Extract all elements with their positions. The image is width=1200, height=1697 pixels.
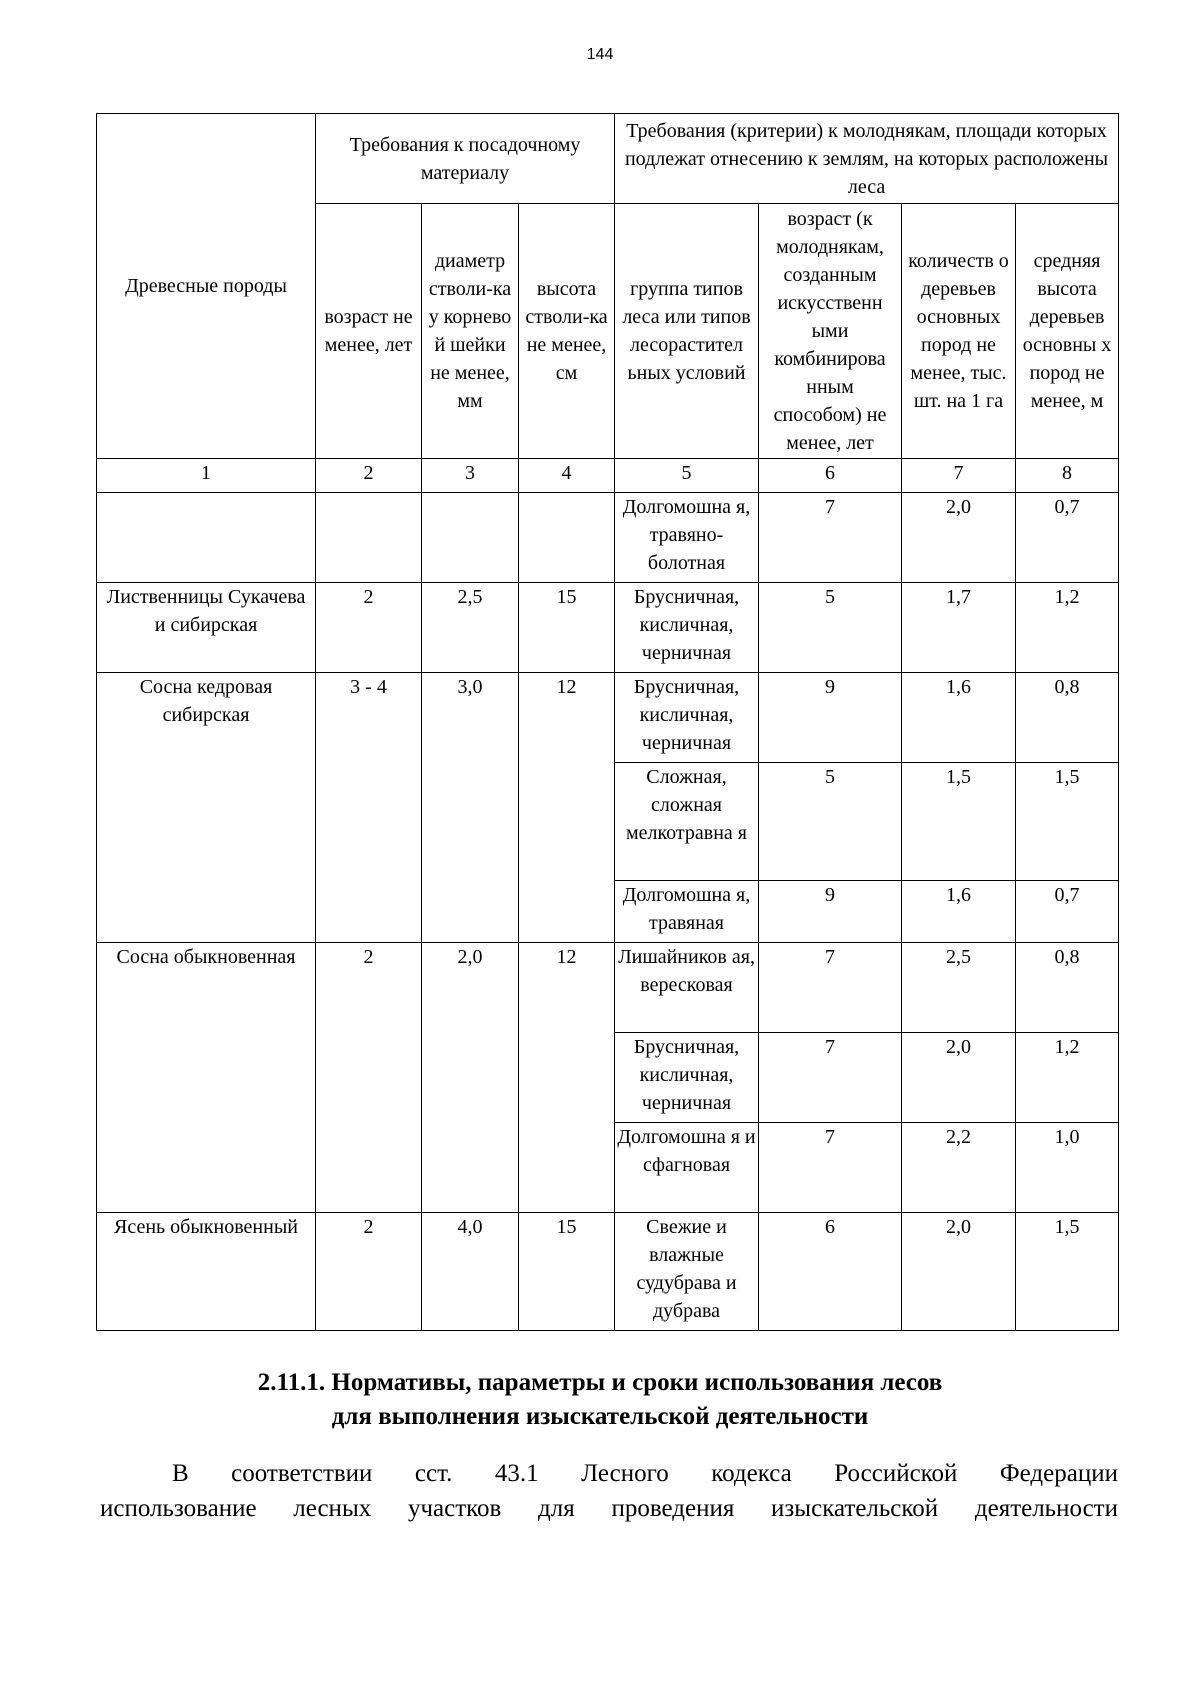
- tree-count-cell: 1,6: [902, 881, 1016, 943]
- forest-type-cell: Брусничная, кисличная, черничная: [615, 583, 759, 673]
- diameter-cell: 2,0: [422, 943, 519, 1213]
- age-cell: 3 - 4: [316, 673, 422, 943]
- col-number-cell: 3: [422, 459, 519, 493]
- species-cell: Сосна обыкновенная: [97, 943, 316, 1213]
- avg-height-cell: 1,5: [1016, 763, 1119, 881]
- header-age: возраст не менее, лет: [316, 204, 422, 459]
- tree-count-cell: 2,0: [902, 493, 1016, 583]
- young-age-cell: 7: [759, 1033, 902, 1123]
- col-number-cell: 1: [97, 459, 316, 493]
- page-number: 144: [586, 46, 614, 63]
- avg-height-cell: 0,8: [1016, 673, 1119, 763]
- section-heading: [0, 1366, 1200, 1434]
- diameter-cell: [422, 493, 519, 583]
- tree-count-cell: 1,7: [902, 583, 1016, 673]
- body-paragraph: [100, 1456, 1118, 1526]
- age-cell: [316, 493, 422, 583]
- forest-type-cell: Долгомошна я, травяная: [615, 881, 759, 943]
- young-age-cell: 5: [759, 763, 902, 881]
- header-planting-material: Требования к посадочному материалу: [316, 114, 615, 204]
- height-cell: 15: [519, 583, 615, 673]
- young-age-cell: 9: [759, 673, 902, 763]
- avg-height-cell: 0,7: [1016, 493, 1119, 583]
- forest-type-cell: Долгомошна я, травяно-болотная: [615, 493, 759, 583]
- young-age-cell: 7: [759, 943, 902, 1033]
- table-row: [97, 673, 1119, 763]
- height-cell: 15: [519, 1213, 615, 1331]
- avg-height-cell: 1,5: [1016, 1213, 1119, 1331]
- section-heading-line-2: для выполнения изыскательской деятельности: [331, 1403, 869, 1430]
- tree-count-cell: 1,5: [902, 763, 1016, 881]
- avg-height-cell: 0,7: [1016, 881, 1119, 943]
- tree-count-cell: 2,2: [902, 1123, 1016, 1213]
- header-diameter: диаметр стволи-ка у корнево й шейки не менее, мм: [422, 204, 519, 459]
- col-number-cell: 2: [316, 459, 422, 493]
- height-cell: [519, 493, 615, 583]
- avg-height-cell: 1,2: [1016, 1033, 1119, 1123]
- tree-count-cell: 2,0: [902, 1033, 1016, 1123]
- species-cell: [97, 493, 316, 583]
- column-number-row: [97, 459, 1119, 493]
- table-row: [97, 943, 1119, 1033]
- forest-requirements-table: [96, 113, 1119, 1331]
- young-age-cell: 6: [759, 1213, 902, 1331]
- forest-type-cell: Сложная, сложная мелкотравна я: [615, 763, 759, 881]
- header-avg-height: средняя высота деревьев основны х пород не менее, м: [1016, 204, 1119, 459]
- header-height: высота стволи-ка не менее, см: [519, 204, 615, 459]
- age-cell: 2: [316, 1213, 422, 1331]
- header-species: Древесные породы: [97, 114, 316, 459]
- tree-count-cell: 1,6: [902, 673, 1016, 763]
- table-row: [97, 493, 1119, 583]
- tree-count-cell: 2,5: [902, 943, 1016, 1033]
- section-heading-line-1: 2.11.1. Нормативы, параметры и сроки использования лесов: [257, 1369, 943, 1396]
- paragraph-line-2: использование лесных участков для проведения изыскательской деятельности: [100, 1495, 1118, 1522]
- avg-height-cell: 1,2: [1016, 583, 1119, 673]
- diameter-cell: 3,0: [422, 673, 519, 943]
- diameter-cell: 2,5: [422, 583, 519, 673]
- young-age-cell: 5: [759, 583, 902, 673]
- col-number-cell: 6: [759, 459, 902, 493]
- height-cell: 12: [519, 943, 615, 1213]
- young-age-cell: 9: [759, 881, 902, 943]
- col-number-cell: 4: [519, 459, 615, 493]
- diameter-cell: 4,0: [422, 1213, 519, 1331]
- header-young-age: возраст (к молоднякам, созданным искусственн ыми комбинирова нным способом) не менее, лет: [759, 204, 902, 459]
- table-row: [97, 1213, 1119, 1331]
- tree-count-cell: 2,0: [902, 1213, 1016, 1331]
- header-tree-count: количеств о деревьев основных пород не менее, тыс. шт. на 1 га: [902, 204, 1016, 459]
- paragraph-line-1-text: В соответствии cст. 43.1 Лесного кодекса Российской Федерации: [172, 1460, 1118, 1487]
- paragraph-line-1: [100, 1456, 1118, 1491]
- forest-type-cell: Лишайников ая, вересковая: [615, 943, 759, 1033]
- header-young-stand-criteria: Требования (критерии) к молоднякам, площади которых подлежат отнесению к землям, на которых расположены леса: [615, 114, 1119, 204]
- height-cell: 12: [519, 673, 615, 943]
- avg-height-cell: 1,0: [1016, 1123, 1119, 1213]
- age-cell: 2: [316, 943, 422, 1213]
- forest-type-cell: Свежие и влажные судубрава и дубрава: [615, 1213, 759, 1331]
- header-forest-type: группа типов леса или типов лесорастител ьных условий: [615, 204, 759, 459]
- forest-type-cell: Брусничная, кисличная, черничная: [615, 1033, 759, 1123]
- young-age-cell: 7: [759, 493, 902, 583]
- species-cell: Лиственницы Сукачева и сибирская: [97, 583, 316, 673]
- species-cell: Сосна кедровая сибирская: [97, 673, 316, 943]
- col-number-cell: 5: [615, 459, 759, 493]
- forest-type-cell: Долгомошна я и сфагновая: [615, 1123, 759, 1213]
- avg-height-cell: 0,8: [1016, 943, 1119, 1033]
- young-age-cell: 7: [759, 1123, 902, 1213]
- col-number-cell: 7: [902, 459, 1016, 493]
- forest-type-cell: Брусничная, кисличная, черничная: [615, 673, 759, 763]
- col-number-cell: 8: [1016, 459, 1119, 493]
- age-cell: 2: [316, 583, 422, 673]
- species-cell: Ясень обыкновенный: [97, 1213, 316, 1331]
- table-row: [97, 583, 1119, 673]
